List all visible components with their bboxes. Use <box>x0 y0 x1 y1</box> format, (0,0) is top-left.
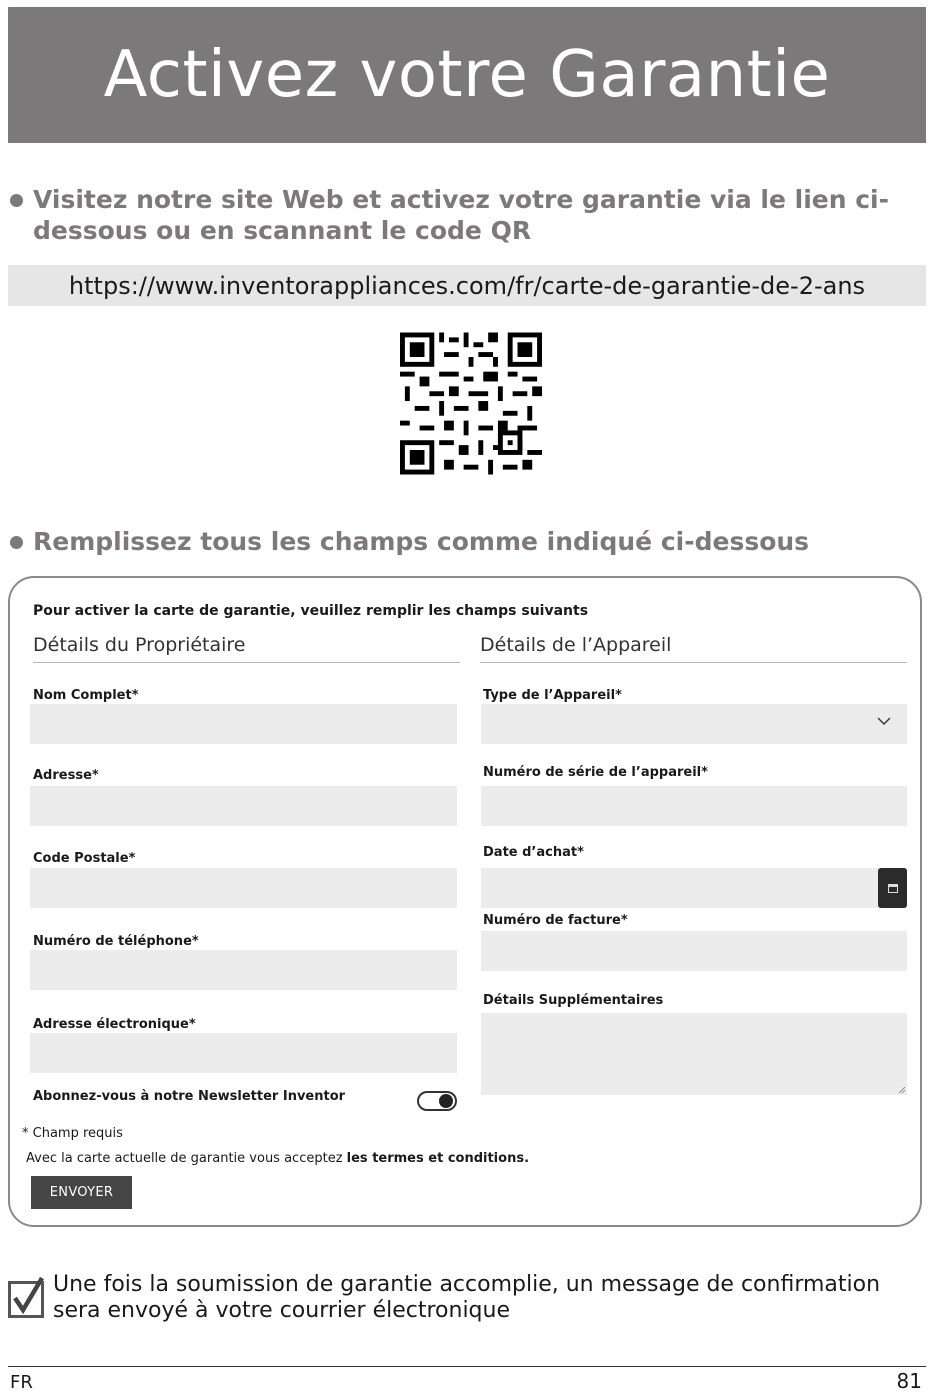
phone-label: Numéro de téléphone* <box>33 934 199 949</box>
serial-number-input[interactable] <box>481 786 907 826</box>
extra-details-textarea[interactable] <box>481 1013 907 1095</box>
bullet-icon <box>10 194 23 207</box>
page-title-banner <box>8 7 926 143</box>
serial-number-label: Numéro de série de l’appareil* <box>483 765 708 780</box>
step-2 <box>8 526 926 557</box>
device-section-title: Détails de l’Appareil <box>480 634 907 663</box>
footer-divider <box>8 1366 926 1367</box>
page-number: 81 <box>896 1369 922 1393</box>
resize-handle-icon[interactable] <box>898 1086 906 1094</box>
purchase-date-label: Date d’achat* <box>483 845 584 860</box>
invoice-number-label: Numéro de facture* <box>483 913 628 928</box>
invoice-number-input[interactable] <box>481 931 907 971</box>
email-label: Adresse électronique* <box>33 1017 196 1032</box>
chevron-down-icon <box>877 714 891 728</box>
submit-button[interactable]: ENVOYER <box>31 1176 132 1209</box>
bullet-icon <box>10 536 23 549</box>
qr-code-icon <box>400 331 542 476</box>
address-input[interactable] <box>30 786 457 826</box>
device-type-label: Type de l’Appareil* <box>483 688 622 703</box>
phone-input[interactable] <box>30 950 457 990</box>
step-2-text: Remplissez tous les champs comme indiqué ci-dessous <box>33 527 810 556</box>
full-name-input[interactable] <box>30 704 457 744</box>
required-note: * Champ requis <box>22 1126 123 1141</box>
address-label: Adresse* <box>33 768 99 783</box>
form-intro: Pour activer la carte de garantie, veuillez remplir les champs suivants <box>33 603 589 619</box>
purchase-date-input[interactable] <box>481 868 907 908</box>
calendar-icon <box>888 883 898 893</box>
step-1-text: Visitez notre site Web et activez votre garantie via le lien ci-dessous ou en scannant le code QR <box>33 185 890 245</box>
confirmation-note: Une fois la soumission de garantie accomplie, un message de confirmation sera envoyé à votre courrier électronique <box>53 1272 881 1323</box>
toggle-knob <box>439 1094 453 1108</box>
full-name-label: Nom Complet* <box>33 688 139 703</box>
warranty-url[interactable]: https://www.inventorappliances.com/fr/carte-de-garantie-de-2-ans <box>68 271 866 300</box>
owner-section-title: Détails du Propriétaire <box>33 634 460 663</box>
step-1 <box>8 184 926 246</box>
device-type-select[interactable] <box>481 704 907 744</box>
page-title: Activez votre Garantie <box>103 38 831 112</box>
footer-language: FR <box>10 1372 33 1393</box>
warranty-url-bar[interactable] <box>8 265 926 306</box>
terms-link[interactable]: les termes et conditions. <box>346 1151 530 1166</box>
postal-code-label: Code Postale* <box>33 851 136 866</box>
calendar-button[interactable] <box>878 868 907 908</box>
terms-note <box>26 1151 529 1166</box>
postal-code-input[interactable] <box>30 868 457 908</box>
extra-details-label: Détails Supplémentaires <box>483 993 664 1008</box>
newsletter-label: Abonnez-vous à notre Newsletter Inventor <box>33 1089 346 1104</box>
email-input[interactable] <box>30 1033 457 1073</box>
newsletter-toggle[interactable] <box>417 1091 457 1111</box>
terms-prefix: Avec la carte actuelle de garantie vous acceptez <box>26 1151 347 1166</box>
checkbox-checked-icon <box>8 1276 46 1320</box>
